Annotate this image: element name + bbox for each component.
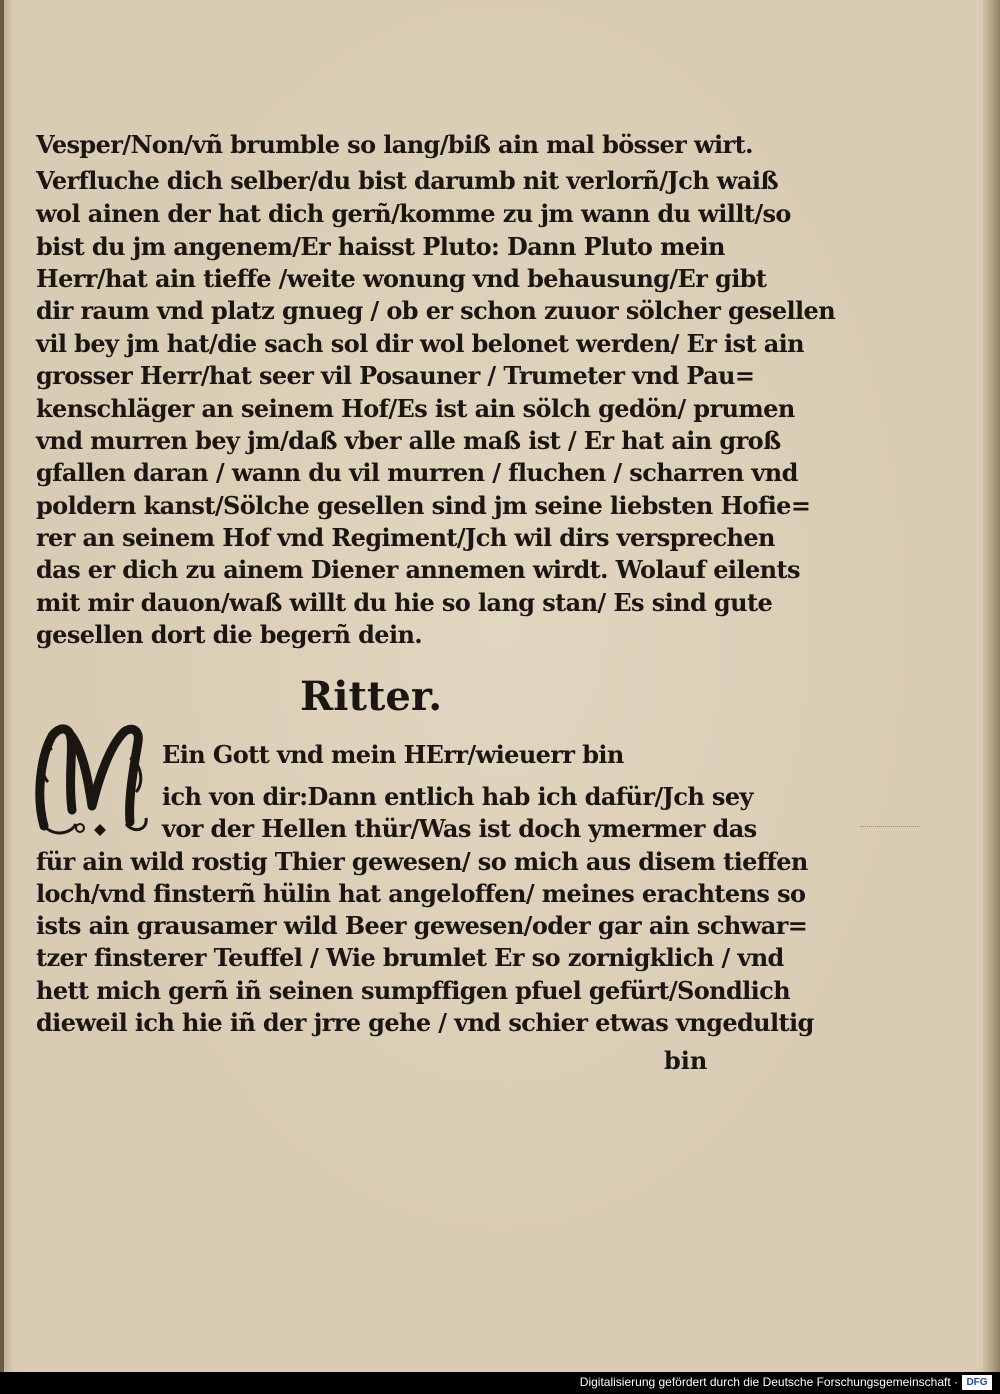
text-line: mit mir dauon/waß willt du hie so lang stan/ Es sind gute	[36, 588, 773, 617]
text-line: Ein Gott vnd mein HErr/wieuerr bin	[162, 740, 624, 769]
text-line: vnd murren bey jm/daß vber alle maß ist / Er hat ain groß	[36, 426, 781, 455]
text-line: kenschläger an seinem Hof/Es ist ain sölch gedön/ prumen	[36, 394, 795, 423]
text-line: loch/vnd finsterñ hülin hat angeloffen/ meines erachtens so	[36, 879, 806, 908]
text-line: vor der Hellen thür/Was ist doch ymermer das	[162, 814, 757, 843]
text-line: grosser Herr/hat seer vil Posauner / Trumeter vnd Pau=	[36, 361, 755, 390]
text-line: dir raum vnd platz gnueg / ob er schon zuuor sölcher gesellen	[36, 296, 836, 325]
text-line: tzer finsterer Teuffel / Wie brumlet Er so zornigklich / vnd	[36, 943, 784, 972]
decorated-initial	[30, 718, 152, 840]
text-line: ists ain grausamer wild Beer gewesen/oder gar ain schwar=	[36, 911, 808, 940]
text-line: gesellen dort die begerñ dein.	[36, 620, 423, 649]
text-line: Vesper/Non/vñ brumble so lang/biß ain mal bösser wirt.	[36, 130, 753, 159]
page-right-edge	[983, 0, 1000, 1372]
text-line: gfallen daran / wann du vil murren / fluchen / scharren vnd	[36, 458, 798, 487]
text-line: wol ainen der hat dich gerñ/komme zu jm wann du willt/so	[36, 199, 791, 228]
text-line: rer an seinem Hof vnd Regiment/Jch wil dirs versprechen	[36, 523, 775, 552]
text-line: Verfluche dich selber/du bist darumb nit verlorñ/Jch waiß	[36, 166, 778, 195]
text-line: bist du jm angenem/Er haisst Pluto: Dann Pluto mein	[36, 232, 725, 261]
text-line: dieweil ich hie iñ der jrre gehe / vnd schier etwas vngedultig	[36, 1008, 814, 1037]
text-line: für ain wild rostig Thier gewesen/ so mich aus disem tieffen	[36, 847, 808, 876]
text-line: poldern kanst/Sölche gesellen sind jm seine liebsten Hofie=	[36, 491, 811, 520]
text-line: vil bey jm hat/die sach sol dir wol belonet werden/ Er ist ain	[36, 329, 805, 358]
page-left-edge	[0, 0, 4, 1372]
footer-credit: Digitalisierung gefördert durch die Deutsche Forschungsgemeinschaft ·	[579, 1375, 958, 1389]
catchword: bin	[664, 1046, 708, 1075]
dfg-logo: DFG	[962, 1375, 992, 1390]
text-line: hett mich gerñ iñ seinen sumpffigen pfuel gefürt/Sondlich	[36, 976, 791, 1005]
section-heading: Ritter.	[300, 673, 443, 720]
ink-smudge	[860, 826, 920, 833]
text-line: ich von dir:Dann entlich hab ich dafür/Jch sey	[162, 782, 753, 811]
text-line: Herr/hat ain tieffe /weite wonung vnd behausung/Er gibt	[36, 264, 767, 293]
text-line: das er dich zu ainem Diener annemen wirdt. Wolauf eilents	[36, 555, 800, 584]
footer-bar	[0, 1372, 1000, 1394]
